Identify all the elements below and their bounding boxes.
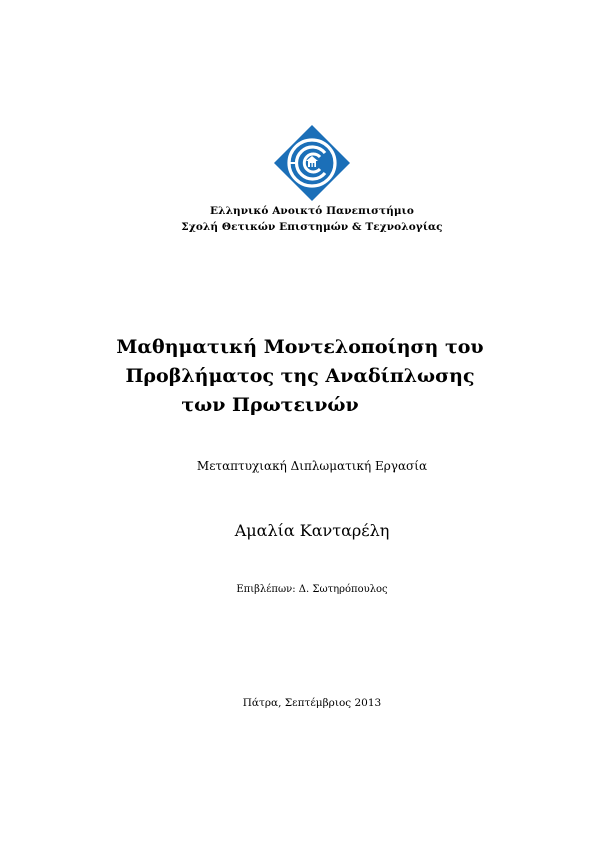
school-name: Σχολή Θετικών Επιστημών & Τεχνολογίας xyxy=(181,221,443,233)
institution-name: Ελληνικό Ανοικτό Πανεπιστήμιο xyxy=(210,205,414,217)
thesis-title-line-2: Προβλήματος της Αναδίπλωσης xyxy=(125,365,475,387)
thesis-type: Μεταπτυχιακή Διπλωματική Εργασία xyxy=(196,459,428,473)
thesis-title-line-3: των Πρωτεινών xyxy=(181,394,359,416)
thesis-title-line-1: Μαθηματική Μοντελοποίηση του xyxy=(116,336,484,358)
supervisor-line: Επιβλέπων: Δ. Σωτηρόπουλος xyxy=(236,584,388,595)
university-emblem-icon xyxy=(273,124,351,202)
thesis-title xyxy=(0,333,600,420)
author-name: Αμαλία Κανταρέλη xyxy=(234,521,390,540)
place-date: Πάτρα, Σεπτέμβριος 2013 xyxy=(242,697,382,709)
